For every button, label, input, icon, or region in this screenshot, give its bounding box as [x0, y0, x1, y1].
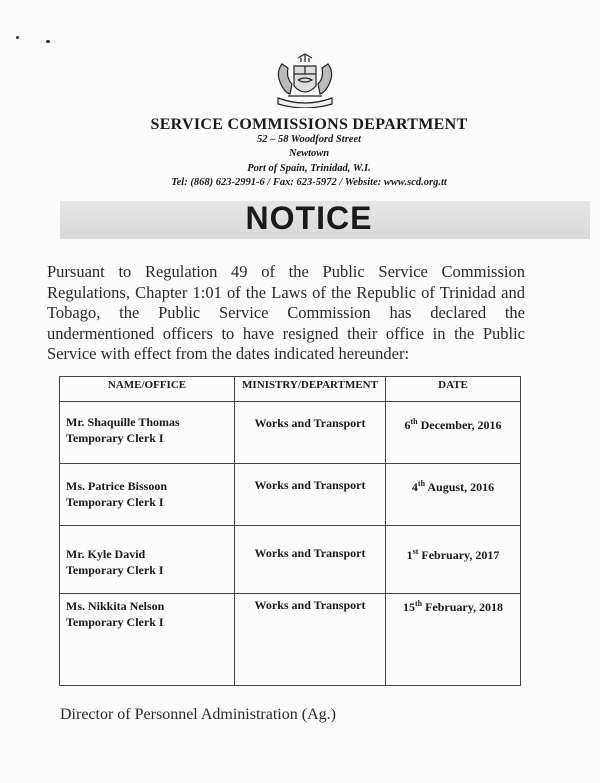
resignations-table [59, 376, 521, 686]
ministry-name: Works and Transport [254, 546, 366, 560]
date-cell [386, 402, 521, 464]
address-street: 52 – 58 Woodford Street [256, 134, 362, 145]
ministry-name: Works and Transport [254, 478, 366, 492]
notice-title: NOTICE [245, 200, 373, 236]
date-suffix: th [410, 417, 418, 426]
name-office-cell [60, 526, 235, 594]
ministry-cell [235, 594, 386, 686]
notice-body: Pursuant to Regulation 49 of the Public Service Commission Regulations, Chapter 1:01 of the Laws of the Republic of Trinidad and Tobago, the Public Service Commission has declared the undermentioned officers to have resigned their office in the Public Service with effect from the dates indicated hereunder: [47, 262, 525, 363]
ministry-name: Works and Transport [254, 598, 366, 612]
date-cell [386, 594, 521, 686]
column-header-ministry: MINISTRY/DEPARTMENT [235, 377, 386, 402]
name-office-cell [60, 402, 235, 464]
date-day: 6 [404, 418, 411, 432]
column-header-name: NAME/OFFICE [60, 377, 235, 402]
date-rest: February, 2018 [422, 600, 504, 614]
table-row [60, 464, 521, 526]
date-day: 4 [411, 480, 418, 494]
ministry-cell [235, 464, 386, 526]
date-suffix: th [414, 599, 423, 608]
officer-office: Temporary Clerk I [66, 495, 164, 509]
address-district: Newtown [288, 148, 330, 159]
scan-speck [16, 36, 19, 39]
signatory-title: Director of Personnel Administration (Ag.) [60, 706, 336, 723]
name-office-cell [60, 464, 235, 526]
column-header-date: DATE [386, 377, 521, 402]
table-row [60, 402, 521, 464]
table-header-row [60, 377, 521, 402]
ministry-cell [235, 526, 386, 594]
date-day: 1 [406, 548, 413, 562]
coat-of-arms-icon [268, 52, 342, 108]
date-rest: December, 2016 [417, 418, 502, 432]
officer-name: Ms. Nikkita Nelson [66, 599, 165, 613]
date-cell [386, 526, 521, 594]
date-cell [386, 464, 521, 526]
name-office-cell [60, 594, 235, 686]
contact-info: Tel: (868) 623-2991-6 / Fax: 623-5972 / Website: www.scd.org.tt [171, 177, 447, 188]
officer-name: Ms. Patrice Bissoon [66, 479, 167, 493]
officer-office: Temporary Clerk I [66, 563, 164, 577]
scan-speck [46, 40, 50, 43]
table-row [60, 594, 521, 686]
date-rest: February, 2017 [418, 548, 500, 562]
officer-name: Mr. Shaquille Thomas [66, 415, 180, 429]
department-name: SERVICE COMMISSIONS DEPARTMENT [150, 116, 468, 133]
officer-name: Mr. Kyle David [66, 547, 146, 561]
address-city: Port of Spain, Trinidad, W.I. [247, 163, 371, 174]
ministry-name: Works and Transport [254, 416, 366, 430]
date-day: 15 [402, 600, 415, 614]
date-rest: August, 2016 [425, 480, 495, 494]
ministry-cell [235, 402, 386, 464]
officer-office: Temporary Clerk I [66, 431, 164, 445]
officer-office: Temporary Clerk I [66, 615, 164, 629]
table-row [60, 526, 521, 594]
date-suffix: st [412, 547, 419, 556]
date-suffix: th [417, 479, 426, 488]
